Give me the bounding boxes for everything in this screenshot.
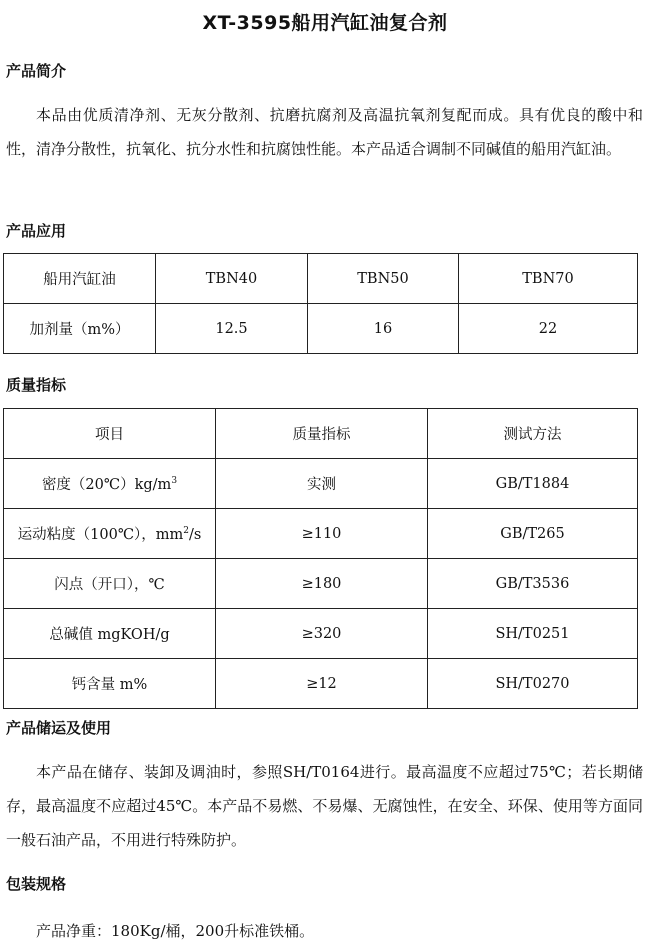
quality-item-superscript: 3 xyxy=(171,476,178,487)
intro-paragraph xyxy=(6,98,643,166)
application-header-row xyxy=(4,254,638,304)
quality-value-cell: ≥110 xyxy=(216,509,428,559)
quality-header-cell: 项目 xyxy=(4,409,216,459)
quality-item-suffix: /s xyxy=(189,527,202,543)
packaging-text: 产品净重：180Kg/桶，200升标准铁桶。 xyxy=(36,922,315,940)
application-header-cell: TBN40 xyxy=(156,254,308,304)
quality-value-cell: ≥320 xyxy=(216,609,428,659)
application-heading: 产品应用 xyxy=(6,222,67,240)
application-header-cell: TBN50 xyxy=(308,254,459,304)
quality-header-cell: 测试方法 xyxy=(428,409,638,459)
application-data-row xyxy=(4,304,638,354)
packaging-paragraph xyxy=(6,914,643,948)
storage-heading: 产品储运及使用 xyxy=(6,719,112,737)
quality-item-cell: 钙含量 m% xyxy=(4,659,216,709)
application-table xyxy=(3,253,638,354)
application-data-cell: 22 xyxy=(459,304,638,354)
quality-method-cell: GB/T3536 xyxy=(428,559,638,609)
intro-heading: 产品简介 xyxy=(6,62,67,80)
quality-header-row xyxy=(4,409,638,459)
quality-value-cell: ≥180 xyxy=(216,559,428,609)
quality-row xyxy=(4,609,638,659)
quality-header-cell: 质量指标 xyxy=(216,409,428,459)
quality-item-text: 运动粘度（100℃），mm xyxy=(17,527,184,543)
application-data-cell: 16 xyxy=(308,304,459,354)
quality-item-cell: 闪点（开口），℃ xyxy=(4,559,216,609)
application-header-cell: 船用汽缸油 xyxy=(4,254,156,304)
quality-row xyxy=(4,559,638,609)
quality-item-superscript: 2 xyxy=(183,526,190,537)
packaging-heading: 包装规格 xyxy=(6,875,67,893)
intro-text: 本品由优质清净剂、无灰分散剂、抗磨抗腐剂及高温抗氧剂复配而成。具有优良的酸中和性，清净分散性，抗氧化、抗分水性和抗腐蚀性能。本产品适合调制不同碱值的船用汽缸油。 xyxy=(6,106,643,158)
quality-item-text: 密度（20℃）kg/m xyxy=(41,477,172,493)
application-header-cell: TBN70 xyxy=(459,254,638,304)
quality-row xyxy=(4,659,638,709)
quality-heading: 质量指标 xyxy=(6,376,67,394)
quality-item-cell xyxy=(4,459,216,509)
quality-row xyxy=(4,509,638,559)
application-data-cell: 加剂量（m%） xyxy=(4,304,156,354)
quality-table xyxy=(3,408,638,709)
quality-item-cell: 总碱值 mgKOH/g xyxy=(4,609,216,659)
storage-text: 本产品在储存、装卸及调油时，参照SH/T0164进行。最高温度不应超过75℃；若长期储存，最高温度不应超过45℃。本产品不易燃、不易爆、无腐蚀性，在安全、环保、使用等方面同一般石油产品，不用进行特殊防护。 xyxy=(6,763,643,849)
quality-method-cell: SH/T0270 xyxy=(428,659,638,709)
quality-method-cell: GB/T1884 xyxy=(428,459,638,509)
quality-value-cell: 实测 xyxy=(216,459,428,509)
quality-row xyxy=(4,459,638,509)
quality-method-cell: GB/T265 xyxy=(428,509,638,559)
storage-paragraph xyxy=(6,755,643,857)
application-data-cell: 12.5 xyxy=(156,304,308,354)
document-title: XT-3595船用汽缸油复合剂 xyxy=(202,12,448,34)
quality-value-cell: ≥12 xyxy=(216,659,428,709)
quality-item-cell xyxy=(4,509,216,559)
quality-method-cell: SH/T0251 xyxy=(428,609,638,659)
